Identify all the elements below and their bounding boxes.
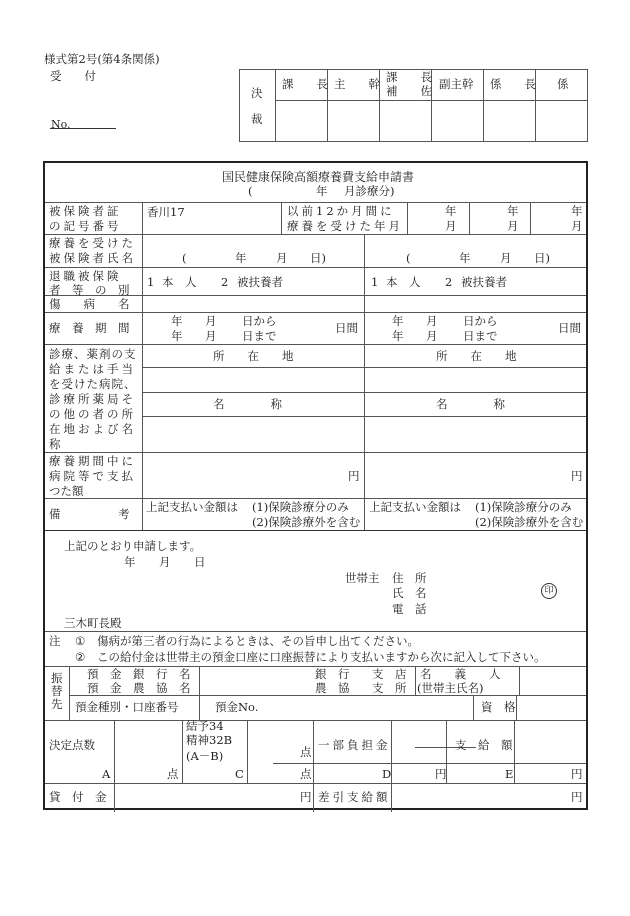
- prev12-year-1[interactable]: 年: [445, 204, 457, 218]
- period-days[interactable]: 日間: [335, 321, 358, 335]
- location-field[interactable]: [365, 368, 585, 391]
- approval-stamp-field[interactable]: [432, 101, 483, 141]
- account-holder-label: 名 義 人: [420, 667, 501, 681]
- period-to-day[interactable]: 日まで: [463, 329, 498, 343]
- loan-yen[interactable]: 円: [300, 790, 312, 804]
- declaration-day[interactable]: 日: [194, 555, 206, 569]
- hospital-label: 在地および名: [49, 422, 136, 436]
- note1-mark: ①: [75, 634, 86, 648]
- sub-branch-label[interactable]: 支 所: [372, 681, 407, 695]
- payment-amount-label: 支 給 額: [455, 738, 513, 752]
- period-to-day[interactable]: 日まで: [242, 329, 277, 343]
- a-minus-b-label: (A－B): [186, 749, 224, 763]
- approval-stamp-field[interactable]: [276, 101, 327, 141]
- period-from-year[interactable]: 年: [171, 314, 183, 328]
- note2-mark: ②: [75, 650, 86, 664]
- householder-phone[interactable]: 電 話: [392, 602, 427, 616]
- form-title: 国民健康保険高額療養費支給申請書: [222, 170, 415, 184]
- note-label: 注: [49, 634, 61, 648]
- points-c-unit[interactable]: 点: [300, 767, 312, 781]
- remarks-label: 備 考: [49, 507, 130, 521]
- seishin-label: 精神32B: [186, 733, 233, 747]
- approval-col-staff: 係: [557, 77, 569, 91]
- period-to-month[interactable]: 月: [205, 329, 217, 343]
- hospital-label: 称: [49, 437, 61, 451]
- patient-birth-open: (: [182, 251, 187, 265]
- period-from-day[interactable]: 日から: [242, 314, 277, 328]
- hospital-label: の他の者の所: [49, 407, 136, 421]
- coop-label[interactable]: 農 協: [315, 681, 350, 695]
- remarks-option-incl-uninsured[interactable]: (2)保険診療外を含む: [252, 515, 361, 529]
- hospital-label: 給または手当: [49, 362, 136, 376]
- facility-name-label: 名 称: [436, 397, 505, 411]
- prev12-year-2[interactable]: 年: [507, 204, 519, 218]
- account-type-label: 預金種別・口座番号: [75, 700, 179, 714]
- period-days[interactable]: 日間: [558, 321, 581, 335]
- account-holder-sub: (世帯主氏名): [417, 681, 484, 695]
- approval-col-deputy-chief: 補 佐: [386, 84, 432, 98]
- option-dependent[interactable]: 被扶養者: [461, 275, 507, 289]
- bank-name-label: 預 金 銀 行 名: [87, 667, 191, 681]
- patient-birth-open: (: [406, 251, 411, 265]
- insurance-id-label: の記号番号: [49, 219, 122, 233]
- patient-birth-month[interactable]: 月: [500, 251, 512, 265]
- paid-amount-label: 病院等で支払: [49, 469, 136, 483]
- approval-col-section-chief: 課 長: [282, 77, 328, 91]
- retired-status-label: 者 等 の 別: [49, 283, 130, 297]
- mark-e: E: [505, 767, 514, 781]
- branch-label[interactable]: 支 店: [372, 667, 407, 681]
- insurance-id-value[interactable]: 香川17: [147, 205, 185, 219]
- points-b-unit[interactable]: 点: [300, 745, 312, 759]
- net-payment-label: 差引支給額: [318, 790, 391, 804]
- location-label: 所 在 地: [436, 349, 517, 363]
- period-to-year[interactable]: 年: [392, 329, 404, 343]
- householder-name[interactable]: 氏 名: [392, 586, 427, 600]
- hospital-label: 診療所薬局そ: [49, 392, 136, 406]
- qualification-label: 資 格: [481, 700, 516, 714]
- addressee: 三木町長殿: [64, 616, 122, 630]
- facility-name-field[interactable]: [365, 417, 585, 451]
- treatment-period-label: 療 養 期 間: [49, 321, 130, 335]
- retired-status-label: 退職被保険: [49, 269, 122, 283]
- period-to-year[interactable]: 年: [171, 329, 183, 343]
- loan-label: 貸 付 金: [49, 790, 107, 804]
- remarks-option-insured-only[interactable]: (1)保険診療分のみ: [252, 500, 349, 514]
- period-from-day[interactable]: 日から: [463, 314, 498, 328]
- patient-name-label: 療養を受けた: [49, 236, 136, 250]
- facility-name-field[interactable]: [143, 417, 363, 451]
- note2-text: この給付金は世帯主の預金口座に口座振替により支払いますから次に記入して下さい。: [97, 650, 546, 664]
- deposit-number[interactable]: 預金No.: [215, 700, 259, 714]
- period-from-year[interactable]: 年: [392, 314, 404, 328]
- period-to-month[interactable]: 月: [426, 329, 438, 343]
- decided-points-label: 決定点数: [49, 738, 95, 752]
- note1-text: 傷病が第三者の行為によるときは、その旨申し出てください。: [97, 634, 419, 648]
- prev12-label: 以前12か月間に: [287, 204, 395, 218]
- patient-birth-month[interactable]: 月: [276, 251, 288, 265]
- approval-col-deputy-chief: 課 長: [386, 70, 432, 84]
- no-underline: [50, 128, 116, 129]
- approval-col-chief-officer: 主 幹: [334, 77, 380, 91]
- no-label: No.: [51, 118, 71, 131]
- transfer-label: 振: [51, 671, 63, 685]
- disease-name-field[interactable]: [143, 296, 363, 311]
- form-subtitle-year: 年: [316, 184, 328, 198]
- declaration-month[interactable]: 月: [159, 555, 171, 569]
- declaration-text: 上記のとおり申請します。: [64, 539, 202, 553]
- option-self[interactable]: 本 人: [162, 275, 197, 289]
- householder-address[interactable]: 住 所: [392, 571, 427, 585]
- location-field[interactable]: [143, 368, 363, 391]
- decision-label: 裁: [251, 112, 263, 126]
- qualification-field[interactable]: [517, 696, 585, 719]
- option-dependent-number: 2: [221, 275, 229, 289]
- paid-amount-label: 療養期間中に: [49, 454, 136, 468]
- form-subtitle-month: 月診療分): [344, 184, 395, 198]
- partial-burden-label: 一部負担金: [318, 738, 391, 752]
- option-self[interactable]: 本 人: [386, 275, 421, 289]
- approval-stamp-field[interactable]: [484, 101, 535, 141]
- prev12-month-2[interactable]: 月: [507, 219, 519, 233]
- facility-name-label: 名 称: [213, 397, 282, 411]
- form-subtitle-open: (: [248, 184, 253, 198]
- approval-col-vice-chief: 副主幹: [439, 77, 474, 91]
- period-from-month[interactable]: 月: [426, 314, 438, 328]
- patient-birth-day[interactable]: 日): [534, 251, 550, 265]
- kekka-label: 結予34: [186, 719, 224, 733]
- approval-table: [239, 69, 588, 142]
- option-dependent-number: 2: [445, 275, 453, 289]
- option-self-number: 1: [371, 275, 379, 289]
- disease-name-field[interactable]: [365, 296, 585, 311]
- remarks-text: 上記支払い金額は: [369, 500, 461, 514]
- patient-birth-year[interactable]: 年: [235, 251, 247, 265]
- payment-amount-yen[interactable]: 円: [571, 767, 583, 781]
- remarks-option-incl-uninsured[interactable]: (2)保険診療外を含む: [475, 515, 584, 529]
- insurance-id-label: 被保険者証: [49, 204, 122, 218]
- householder-label: 世帯主: [345, 571, 380, 585]
- approval-stamp-field[interactable]: [536, 101, 587, 141]
- form-number: 様式第2号(第4条関係): [44, 52, 160, 66]
- prev12-label: 療養を受けた年月: [287, 219, 403, 233]
- option-dependent[interactable]: 被扶養者: [237, 275, 283, 289]
- prev12-year-3[interactable]: 年: [571, 204, 583, 218]
- patient-birth-year[interactable]: 年: [459, 251, 471, 265]
- approval-col-unit-chief: 係 長: [490, 77, 536, 91]
- mark-a: A: [102, 767, 111, 781]
- net-payment-yen[interactable]: 円: [571, 790, 583, 804]
- hospital-label: 診療、薬剤の支: [49, 347, 137, 361]
- reception-label: 受 付: [50, 69, 96, 83]
- seal-icon: 印: [541, 583, 557, 599]
- patient-birth-day[interactable]: 日): [310, 251, 326, 265]
- points-a-unit[interactable]: 点: [167, 767, 179, 781]
- prev12-month-3[interactable]: 月: [571, 219, 583, 233]
- transfer-label: 替: [51, 684, 63, 698]
- patient-name-label: 被保険者氏名: [49, 251, 136, 265]
- prev12-month-1[interactable]: 月: [445, 219, 457, 233]
- remarks-text: 上記支払い金額は: [146, 500, 238, 514]
- paid-amount-label: つた額: [49, 484, 84, 498]
- bank-label[interactable]: 銀 行: [315, 667, 350, 681]
- remarks-option-insured-only[interactable]: (1)保険診療分のみ: [475, 500, 572, 514]
- coop-name-label: 預 金 農 協 名: [87, 681, 191, 695]
- mark-c: C: [235, 767, 244, 781]
- partial-burden-yen[interactable]: 円: [435, 767, 447, 781]
- approval-stamp-field[interactable]: [380, 101, 431, 141]
- period-from-month[interactable]: 月: [205, 314, 217, 328]
- decision-label: 決: [251, 86, 263, 100]
- declaration-year[interactable]: 年: [124, 555, 136, 569]
- disease-name-label: 傷 病 名: [49, 297, 130, 311]
- option-self-number: 1: [147, 275, 155, 289]
- mark-d: D: [382, 767, 392, 781]
- paid-amount-yen[interactable]: 円: [571, 469, 583, 483]
- application-form: [43, 161, 588, 810]
- location-label: 所 在 地: [213, 349, 294, 363]
- hospital-label: を受けた病院、: [49, 377, 137, 391]
- approval-stamp-field[interactable]: [328, 101, 379, 141]
- transfer-label: 先: [51, 697, 63, 711]
- paid-amount-yen[interactable]: 円: [348, 469, 360, 483]
- account-holder-field[interactable]: [520, 667, 585, 694]
